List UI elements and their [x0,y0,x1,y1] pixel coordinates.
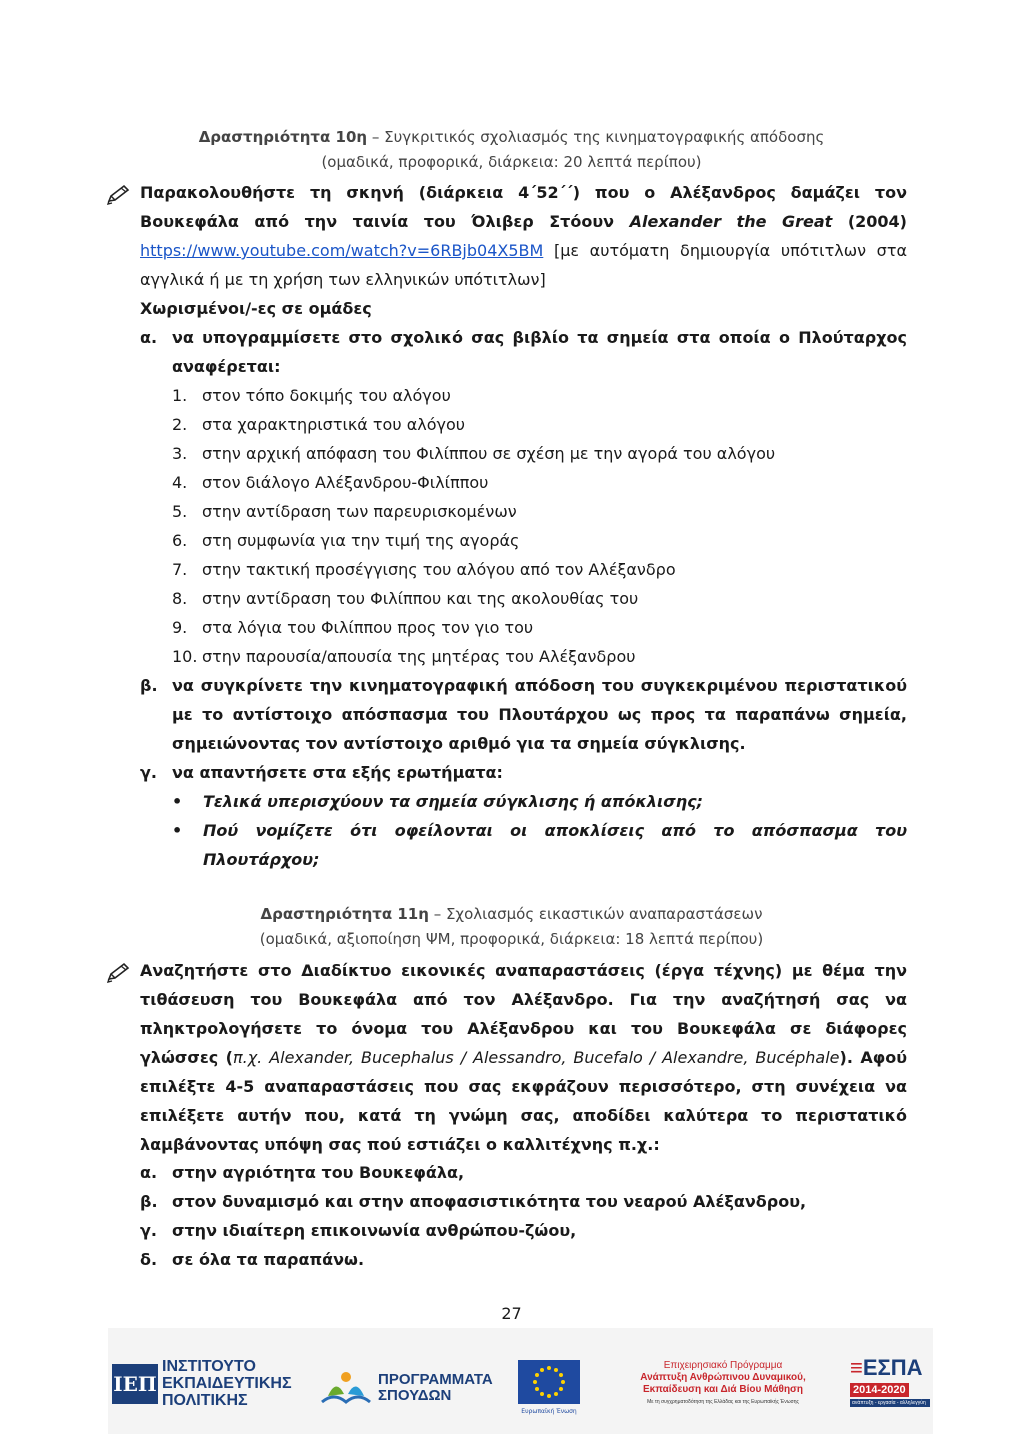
numbered-list-item [172,555,907,584]
item-number: 1. [172,386,188,405]
option-letter: β. [140,1192,158,1211]
pencil-icon [106,961,132,983]
option-item [140,1245,907,1274]
task-a-text: να υπογραμμίσετε στο σχολικό σας βιβλίο τα σημεία στα οποία ο Πλούταρχος αναφέρεται: [172,328,907,376]
item-number: 8. [172,589,188,608]
numbered-list-item [172,613,907,642]
task-c-text: να απαντήσετε στα εξής ερωτήματα: [172,763,503,782]
programs-line2: ΣΠΟΥΔΩΝ [378,1387,452,1404]
item-number: 4. [172,473,188,492]
option-item [140,1216,907,1245]
numbered-list-item [172,642,907,671]
espa-tag: ανάπτυξη - εργασία - αλληλεγγύη [850,1399,930,1407]
iep-line2: ΕΚΠΑΙΔΕΥΤΙΚΗΣ [162,1375,292,1392]
option-item [140,1187,907,1216]
movie-title: Alexander the Great [629,212,833,231]
activity-11-subtitle: (ομαδικά, αξιοποίηση ΨΜ, προφορικά, διάρκεια: 18 λεπτά περίπου) [259,930,764,948]
eu-flag-logo [518,1360,582,1414]
task-b-letter: β. [140,676,158,695]
task-a-letter: α. [140,328,158,347]
numbered-list-item [172,381,907,410]
item-text: στην παρουσία/απουσία της μητέρας του Αλέξανδρου [202,647,636,666]
eu-flag-icon [518,1360,580,1404]
op-line1: Επιχειρησιακό Πρόγραμμα [663,1360,783,1371]
item-number: 10. [172,647,198,666]
item-text: στον τόπο δοκιμής του αλόγου [202,386,451,405]
espa-flag-icon: ≡ [850,1355,863,1380]
task-c-letter: γ. [140,763,157,782]
task-b [140,671,907,758]
programs-logo [318,1368,493,1412]
espa-years: 2014-2020 [850,1383,909,1397]
item-text: στον διάλογο Αλέξανδρου-Φιλίππου [202,473,489,492]
option-item [140,1158,907,1187]
bullet-dot: • [172,792,183,811]
espa-logo [850,1356,930,1412]
numbered-list-item [172,497,907,526]
programs-name [378,1372,493,1404]
option-letter: γ. [140,1221,157,1240]
book-icon [318,1368,374,1408]
numbered-list-item [172,439,907,468]
numbered-list-item [172,468,907,497]
youtube-link[interactable]: https://www.youtube.com/watch?v=6RBjb04X5BM [140,241,544,260]
activity-10-title [0,125,1023,149]
iep-abbr: ΙΕΠ [112,1364,158,1404]
espa-title-text: ΕΣΠΑ [862,1355,923,1380]
activity-10-title-rest: – Συγκριτικός σχολιασμός της κινηματογραφικής απόδοσης [367,128,825,146]
item-number: 2. [172,415,188,434]
task-a [140,323,907,381]
op-line4: Με τη συγχρηματοδότηση της Ελλάδας και της Ευρωπαϊκής Ένωσης [647,1399,799,1405]
numbered-list-item [172,526,907,555]
pencil-icon [106,183,132,205]
op-line3: Εκπαίδευση και Διά Βίου Μάθηση [642,1384,804,1395]
task-c [140,758,907,787]
footer-logo-bar [108,1328,933,1434]
item-text: στα χαρακτηριστικά του αλόγου [202,415,466,434]
option-text: στην ιδιαίτερη επικοινωνία ανθρώπου-ζώου, [172,1221,577,1240]
item-text: στην τακτική προσέγγισης του αλόγου από τον Αλέξανδρο [202,560,676,579]
name-examples: π.χ. Alexander, Bucephalus / Alessandro, Bucefalo / Alexandre, Bucéphale [232,1048,840,1067]
bullet-item [172,816,907,874]
iep-line3: ΠΟΛΙΤΙΚΗΣ [162,1392,248,1409]
item-text: στα λόγια του Φιλίππου προς τον γιο του [202,618,534,637]
iep-line1: ΙΝΣΤΙΤΟΥΤΟ [162,1358,256,1375]
activity-11-intro [140,956,907,1159]
page-number: 27 [501,1304,522,1323]
espa-title [850,1356,930,1380]
item-number: 3. [172,444,188,463]
activity-10-intro-link-paragraph [140,236,907,294]
item-text: στην αντίδραση του Φιλίππου και της ακολουθίας του [202,589,639,608]
numbered-list-item [172,410,907,439]
eu-caption: Ευρωπαϊκή Ένωση [521,1408,577,1415]
intro-text-b: ). Αφού επιλέξτε 4-5 αναπαραστάσεις που σας εκφράζουν περισσότερο, στη συνέχεια να επιλέξετε αυτήν που, κατά τη γνώμη σας, αποδίδει καλύτερα το περιστατικό λαμβάνοντας υπόψη σας πού εστιάζει ο καλλιτέχνης π.χ.: [140,1048,908,1154]
item-text: στην αντίδραση των παρευρισκομένων [202,502,517,521]
bullet-text: Πού νομίζετε ότι οφείλονται οι αποκλίσεις από το απόσπασμα του Πλουτάρχου; [203,821,907,869]
item-text: στην αρχική απόφαση του Φιλίππου σε σχέση με την αγορά του αλόγου [202,444,776,463]
groups-label: Χωρισμένοι/-ες σε ομάδες [140,299,372,318]
item-number: 7. [172,560,188,579]
option-text: στον δυναμισμό και στην αποφασιστικότητα του νεαρού Αλέξανδρου, [172,1192,807,1211]
iep-logo [112,1358,302,1412]
intro-text-a: Αναζητήστε στο Διαδίκτυο εικονικές αναπαραστάσεις (έργα τέχνης) με θέμα την τιθάσευση του Βουκεφάλα από τον Αλέξανδρο. Για την αναζήτησή σας να πληκτρολογήσετε το όνομα του Αλέξανδρου και του Βουκεφάλα σε διάφορες γλώσσες ( [140,961,907,1067]
activity-10-intro-line2 [140,207,907,236]
op-line2: Ανάπτυξη Ανθρώπινου Δυναμικού, [640,1372,806,1383]
iep-name [162,1358,292,1409]
activity-11-title-bold: Δραστηριότητα 11η [260,905,429,923]
subtitles-note: [με αυτόματη δημιουργία υπότιτλων στα αγγλικά ή με τη χρήση των ελληνικών υπότιτλων] [140,241,907,289]
item-number: 6. [172,531,188,550]
operational-programme-logo [620,1360,826,1410]
activity-11-title [0,902,1023,926]
task-b-text: να συγκρίνετε την κινηματογραφική απόδοση του συγκεκριμένου περιστατικού με το αντίστοιχο απόσπασμα του Πλουτάρχου ως προς τα παραπάνω σημεία, σημειώνοντας τον αντίστοιχο αριθμό για τα σημεία σύγκλισης. [172,676,907,753]
intro-line2-text: Βουκεφάλα από την ταινία του Όλιβερ Στόουν [140,212,630,231]
activity-10-intro-line1: Παρακολουθήστε τη σκηνή (διάρκεια 4΄52΄΄) που ο Αλέξανδρος δαμάζει τον [140,183,907,202]
option-letter: α. [140,1163,158,1182]
activity-10-subtitle: (ομαδικά, προφορικά, διάρκεια: 20 λεπτά περίπου) [321,153,702,171]
bullet-item [172,787,907,816]
item-number: 5. [172,502,188,521]
bullet-text: Τελικά υπερισχύουν τα σημεία σύγκλισης ή απόκλισης; [203,792,703,811]
programs-line1: ΠΡΟΓΡΑΜΜΑΤΑ [378,1371,493,1388]
option-letter: δ. [140,1250,158,1269]
numbered-list-item [172,584,907,613]
bullet-dot: • [172,821,183,840]
activity-10-title-bold: Δραστηριότητα 10η [198,128,368,146]
item-text: στη συμφωνία για την τιμή της αγοράς [202,531,520,550]
activity-11-title-rest: – Σχολιασμός εικαστικών αναπαραστάσεων [428,905,763,923]
movie-year: (2004) [832,212,907,231]
option-text: στην αγριότητα του Βουκεφάλα, [172,1163,465,1182]
item-number: 9. [172,618,188,637]
option-text: σε όλα τα παραπάνω. [172,1250,365,1269]
